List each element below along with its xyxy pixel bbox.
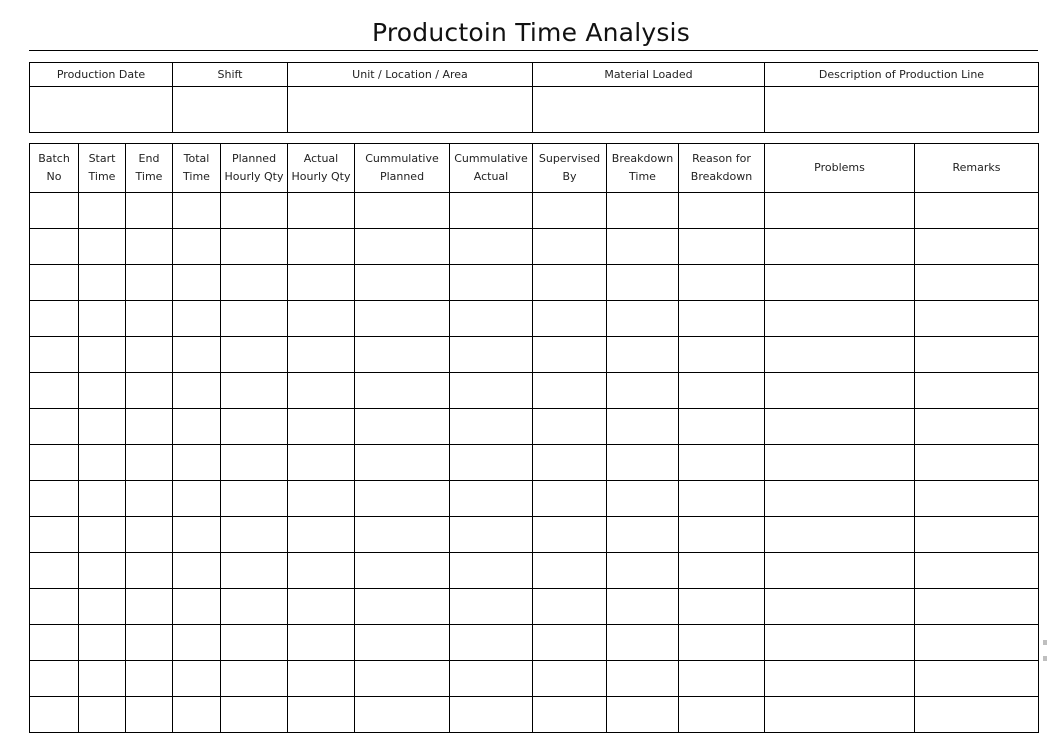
entry-cell[interactable] <box>765 373 915 409</box>
entry-cell[interactable] <box>79 301 126 337</box>
entry-cell[interactable] <box>765 697 915 733</box>
entry-cell[interactable] <box>221 553 288 589</box>
entry-cell[interactable] <box>355 337 450 373</box>
entry-cell[interactable] <box>533 553 607 589</box>
breakdown-time-header <box>607 144 679 193</box>
entry-cell[interactable] <box>30 553 79 589</box>
entry-cell[interactable] <box>679 265 765 301</box>
entry-cell[interactable] <box>221 481 288 517</box>
entry-cell[interactable] <box>355 229 450 265</box>
entry-cell[interactable] <box>79 409 126 445</box>
supervised-by-header <box>533 144 607 193</box>
page-edge-mark <box>1043 640 1047 645</box>
entry-cell[interactable] <box>533 625 607 661</box>
entry-cell[interactable] <box>915 517 1039 553</box>
entry-cell[interactable] <box>30 445 79 481</box>
entry-cell[interactable] <box>607 625 679 661</box>
entry-cell[interactable] <box>450 193 533 229</box>
entry-cell[interactable] <box>607 661 679 697</box>
entry-cell[interactable] <box>221 661 288 697</box>
entry-cell[interactable] <box>221 193 288 229</box>
entry-cell[interactable] <box>533 229 607 265</box>
planned-hourly-qty-header <box>221 144 288 193</box>
entry-cell[interactable] <box>79 481 126 517</box>
entry-cell[interactable] <box>450 301 533 337</box>
entry-cell[interactable] <box>79 265 126 301</box>
table-row <box>30 697 1039 733</box>
header-line: Reason for <box>692 152 751 165</box>
entry-cell[interactable] <box>30 229 79 265</box>
log-table-body <box>30 193 1039 733</box>
table-row <box>30 193 1039 229</box>
entry-cell[interactable] <box>450 589 533 625</box>
entry-cell[interactable] <box>288 193 355 229</box>
log-header-row <box>30 144 1039 193</box>
entry-cell[interactable] <box>765 661 915 697</box>
entry-cell[interactable] <box>765 265 915 301</box>
entry-cell[interactable] <box>533 373 607 409</box>
entry-cell[interactable] <box>533 409 607 445</box>
entry-cell[interactable] <box>533 697 607 733</box>
header-line: Time <box>183 170 210 183</box>
entry-cell[interactable] <box>126 445 173 481</box>
production-date-cell[interactable] <box>30 87 173 133</box>
entry-cell[interactable] <box>607 301 679 337</box>
entry-cell[interactable] <box>288 265 355 301</box>
entry-cell[interactable] <box>126 481 173 517</box>
entry-cell[interactable] <box>355 481 450 517</box>
entry-cell[interactable] <box>533 301 607 337</box>
unit-location-area-header: Unit / Location / Area <box>288 63 533 87</box>
remarks-header <box>915 144 1039 193</box>
entry-cell[interactable] <box>765 517 915 553</box>
entry-cell[interactable] <box>288 373 355 409</box>
entry-cell[interactable] <box>679 301 765 337</box>
entry-cell[interactable] <box>221 517 288 553</box>
entry-cell[interactable] <box>533 589 607 625</box>
entry-cell[interactable] <box>533 193 607 229</box>
entry-cell[interactable] <box>173 337 221 373</box>
entry-cell[interactable] <box>679 589 765 625</box>
entry-cell[interactable] <box>355 193 450 229</box>
entry-cell[interactable] <box>30 265 79 301</box>
header-line: Batch <box>38 152 70 165</box>
entry-cell[interactable] <box>355 661 450 697</box>
entry-cell[interactable] <box>915 193 1039 229</box>
entry-cell[interactable] <box>288 337 355 373</box>
entry-cell[interactable] <box>607 553 679 589</box>
entry-cell[interactable] <box>533 265 607 301</box>
entry-cell[interactable] <box>355 625 450 661</box>
entry-cell[interactable] <box>288 229 355 265</box>
entry-cell[interactable] <box>79 373 126 409</box>
entry-cell[interactable] <box>915 229 1039 265</box>
entry-cell[interactable] <box>126 517 173 553</box>
entry-cell[interactable] <box>450 229 533 265</box>
entry-cell[interactable] <box>288 301 355 337</box>
entry-cell[interactable] <box>30 589 79 625</box>
entry-cell[interactable] <box>126 625 173 661</box>
table-row <box>30 337 1039 373</box>
table-row <box>30 409 1039 445</box>
header-line: Breakdown <box>690 170 753 183</box>
entry-cell[interactable] <box>79 589 126 625</box>
header-line: Total <box>183 152 210 165</box>
entry-cell[interactable] <box>915 697 1039 733</box>
entry-cell[interactable] <box>915 337 1039 373</box>
entry-cell[interactable] <box>126 697 173 733</box>
entry-cell[interactable] <box>607 337 679 373</box>
entry-cell[interactable] <box>30 625 79 661</box>
entry-cell[interactable] <box>126 373 173 409</box>
entry-cell[interactable] <box>221 373 288 409</box>
entry-cell[interactable] <box>679 337 765 373</box>
entry-cell[interactable] <box>679 625 765 661</box>
page-edge-mark <box>1043 656 1047 661</box>
entry-cell[interactable] <box>450 661 533 697</box>
entry-cell[interactable] <box>765 481 915 517</box>
header-line: Remarks <box>952 161 1001 174</box>
header-line: Planned <box>231 152 277 165</box>
info-entry-row <box>30 87 1039 133</box>
entry-cell[interactable] <box>79 445 126 481</box>
total-time-header <box>173 144 221 193</box>
table-row <box>30 265 1039 301</box>
entry-cell[interactable] <box>915 301 1039 337</box>
shift-cell[interactable] <box>173 87 288 133</box>
entry-cell[interactable] <box>355 445 450 481</box>
entry-cell[interactable] <box>30 481 79 517</box>
entry-cell[interactable] <box>533 661 607 697</box>
header-line: Hourly Qty <box>224 170 284 183</box>
entry-cell[interactable] <box>126 661 173 697</box>
entry-cell[interactable] <box>79 229 126 265</box>
header-line: End <box>138 152 160 165</box>
entry-cell[interactable] <box>450 553 533 589</box>
entry-cell[interactable] <box>173 589 221 625</box>
header-line: Planned <box>379 170 425 183</box>
entry-cell[interactable] <box>607 193 679 229</box>
entry-cell[interactable] <box>679 697 765 733</box>
header-line: Start <box>88 152 116 165</box>
entry-cell[interactable] <box>173 301 221 337</box>
shift-header: Shift <box>173 63 288 87</box>
entry-cell[interactable] <box>355 301 450 337</box>
batch-no-header <box>30 144 79 193</box>
table-row <box>30 517 1039 553</box>
entry-cell[interactable] <box>173 373 221 409</box>
entry-cell[interactable] <box>79 517 126 553</box>
entry-cell[interactable] <box>173 625 221 661</box>
entry-cell[interactable] <box>533 337 607 373</box>
entry-cell[interactable] <box>450 481 533 517</box>
entry-cell[interactable] <box>173 553 221 589</box>
entry-cell[interactable] <box>679 445 765 481</box>
entry-cell[interactable] <box>79 661 126 697</box>
unit-location-area-cell[interactable] <box>288 87 533 133</box>
entry-cell[interactable] <box>450 337 533 373</box>
entry-cell[interactable] <box>607 697 679 733</box>
entry-cell[interactable] <box>288 625 355 661</box>
table-row <box>30 301 1039 337</box>
entry-cell[interactable] <box>765 301 915 337</box>
entry-cell[interactable] <box>173 697 221 733</box>
header-line: Actual <box>473 170 509 183</box>
entry-cell[interactable] <box>173 661 221 697</box>
entry-cell[interactable] <box>221 301 288 337</box>
entry-cell[interactable] <box>765 337 915 373</box>
entry-cell[interactable] <box>607 229 679 265</box>
entry-cell[interactable] <box>126 553 173 589</box>
entry-cell[interactable] <box>355 409 450 445</box>
entry-cell[interactable] <box>221 337 288 373</box>
entry-cell[interactable] <box>221 229 288 265</box>
table-row <box>30 589 1039 625</box>
end-time-header <box>126 144 173 193</box>
header-line: Problems <box>814 161 865 174</box>
entry-cell[interactable] <box>355 589 450 625</box>
entry-cell[interactable] <box>288 481 355 517</box>
entry-cell[interactable] <box>79 337 126 373</box>
table-row <box>30 445 1039 481</box>
material-loaded-header: Material Loaded <box>533 63 765 87</box>
entry-cell[interactable] <box>288 445 355 481</box>
entry-cell[interactable] <box>221 445 288 481</box>
entry-cell[interactable] <box>765 409 915 445</box>
entry-cell[interactable] <box>607 517 679 553</box>
entry-cell[interactable] <box>679 229 765 265</box>
entry-cell[interactable] <box>30 301 79 337</box>
entry-cell[interactable] <box>221 409 288 445</box>
entry-cell[interactable] <box>355 265 450 301</box>
entry-cell[interactable] <box>221 265 288 301</box>
entry-cell[interactable] <box>288 517 355 553</box>
entry-cell[interactable] <box>173 265 221 301</box>
start-time-header <box>79 144 126 193</box>
title-divider <box>29 50 1038 51</box>
entry-cell[interactable] <box>765 625 915 661</box>
entry-cell[interactable] <box>765 445 915 481</box>
entry-cell[interactable] <box>679 481 765 517</box>
entry-cell[interactable] <box>679 409 765 445</box>
entry-cell[interactable] <box>765 589 915 625</box>
header-line: Hourly Qty <box>291 170 351 183</box>
entry-cell[interactable] <box>915 553 1039 589</box>
entry-cell[interactable] <box>79 697 126 733</box>
entry-cell[interactable] <box>173 409 221 445</box>
entry-cell[interactable] <box>30 337 79 373</box>
entry-cell[interactable] <box>915 481 1039 517</box>
problems-header <box>765 144 915 193</box>
entry-cell[interactable] <box>915 373 1039 409</box>
entry-cell[interactable] <box>126 301 173 337</box>
table-row <box>30 481 1039 517</box>
table-row <box>30 553 1039 589</box>
entry-cell[interactable] <box>915 661 1039 697</box>
entry-cell[interactable] <box>355 697 450 733</box>
entry-cell[interactable] <box>450 517 533 553</box>
entry-cell[interactable] <box>173 481 221 517</box>
entry-cell[interactable] <box>126 229 173 265</box>
entry-cell[interactable] <box>915 265 1039 301</box>
entry-cell[interactable] <box>30 517 79 553</box>
entry-cell[interactable] <box>607 265 679 301</box>
entry-cell[interactable] <box>173 193 221 229</box>
entry-cell[interactable] <box>450 625 533 661</box>
entry-cell[interactable] <box>607 589 679 625</box>
entry-cell[interactable] <box>915 409 1039 445</box>
entry-cell[interactable] <box>679 553 765 589</box>
entry-cell[interactable] <box>679 517 765 553</box>
entry-cell[interactable] <box>288 661 355 697</box>
entry-cell[interactable] <box>679 373 765 409</box>
header-line: Supervised <box>538 152 601 165</box>
entry-cell[interactable] <box>355 373 450 409</box>
production-log-table <box>29 143 1039 733</box>
header-line: Cummulative <box>365 152 439 165</box>
page-title: Productoin Time Analysis <box>372 18 690 47</box>
entry-cell[interactable] <box>288 553 355 589</box>
header-line: Breakdown <box>611 152 674 165</box>
entry-cell[interactable] <box>126 409 173 445</box>
info-header-row <box>30 63 1039 87</box>
entry-cell[interactable] <box>79 553 126 589</box>
entry-cell[interactable] <box>355 553 450 589</box>
entry-cell[interactable] <box>173 517 221 553</box>
table-row <box>30 661 1039 697</box>
entry-cell[interactable] <box>79 625 126 661</box>
entry-cell[interactable] <box>915 445 1039 481</box>
material-loaded-cell[interactable] <box>533 87 765 133</box>
table-row <box>30 373 1039 409</box>
entry-cell[interactable] <box>30 373 79 409</box>
entry-cell[interactable] <box>355 517 450 553</box>
entry-cell[interactable] <box>533 445 607 481</box>
entry-cell[interactable] <box>126 265 173 301</box>
entry-cell[interactable] <box>30 661 79 697</box>
entry-cell[interactable] <box>30 697 79 733</box>
entry-cell[interactable] <box>221 697 288 733</box>
entry-cell[interactable] <box>765 229 915 265</box>
entry-cell[interactable] <box>607 373 679 409</box>
entry-cell[interactable] <box>126 589 173 625</box>
entry-cell[interactable] <box>173 229 221 265</box>
entry-cell[interactable] <box>126 193 173 229</box>
entry-cell[interactable] <box>765 553 915 589</box>
actual-hourly-qty-header <box>288 144 355 193</box>
entry-cell[interactable] <box>915 589 1039 625</box>
entry-cell[interactable] <box>221 625 288 661</box>
entry-cell[interactable] <box>607 481 679 517</box>
entry-cell[interactable] <box>221 589 288 625</box>
entry-cell[interactable] <box>765 193 915 229</box>
entry-cell[interactable] <box>450 445 533 481</box>
cummulative-actual-header <box>450 144 533 193</box>
entry-cell[interactable] <box>288 409 355 445</box>
header-line: Cummulative <box>454 152 528 165</box>
header-line: Time <box>135 170 163 183</box>
entry-cell[interactable] <box>79 193 126 229</box>
table-row <box>30 625 1039 661</box>
header-line: No <box>46 170 62 183</box>
entry-cell[interactable] <box>30 193 79 229</box>
entry-cell[interactable] <box>607 409 679 445</box>
entry-cell[interactable] <box>450 265 533 301</box>
entry-cell[interactable] <box>288 589 355 625</box>
entry-cell[interactable] <box>679 193 765 229</box>
production-info-table <box>29 62 1039 133</box>
production-line-description-header: Description of Production Line <box>765 63 1039 87</box>
entry-cell[interactable] <box>607 445 679 481</box>
header-line: Actual <box>303 152 339 165</box>
entry-cell[interactable] <box>30 409 79 445</box>
header-line: By <box>562 170 577 183</box>
entry-cell[interactable] <box>173 445 221 481</box>
production-line-description-cell[interactable] <box>765 87 1039 133</box>
entry-cell[interactable] <box>288 697 355 733</box>
entry-cell[interactable] <box>450 409 533 445</box>
entry-cell[interactable] <box>533 517 607 553</box>
entry-cell[interactable] <box>533 481 607 517</box>
reason-for-breakdown-header <box>679 144 765 193</box>
entry-cell[interactable] <box>915 625 1039 661</box>
entry-cell[interactable] <box>126 337 173 373</box>
entry-cell[interactable] <box>679 661 765 697</box>
cummulative-planned-header <box>355 144 450 193</box>
entry-cell[interactable] <box>450 373 533 409</box>
production-date-header: Production Date <box>30 63 173 87</box>
header-line: Time <box>88 170 116 183</box>
table-row <box>30 229 1039 265</box>
header-line: Time <box>629 170 656 183</box>
entry-cell[interactable] <box>450 697 533 733</box>
